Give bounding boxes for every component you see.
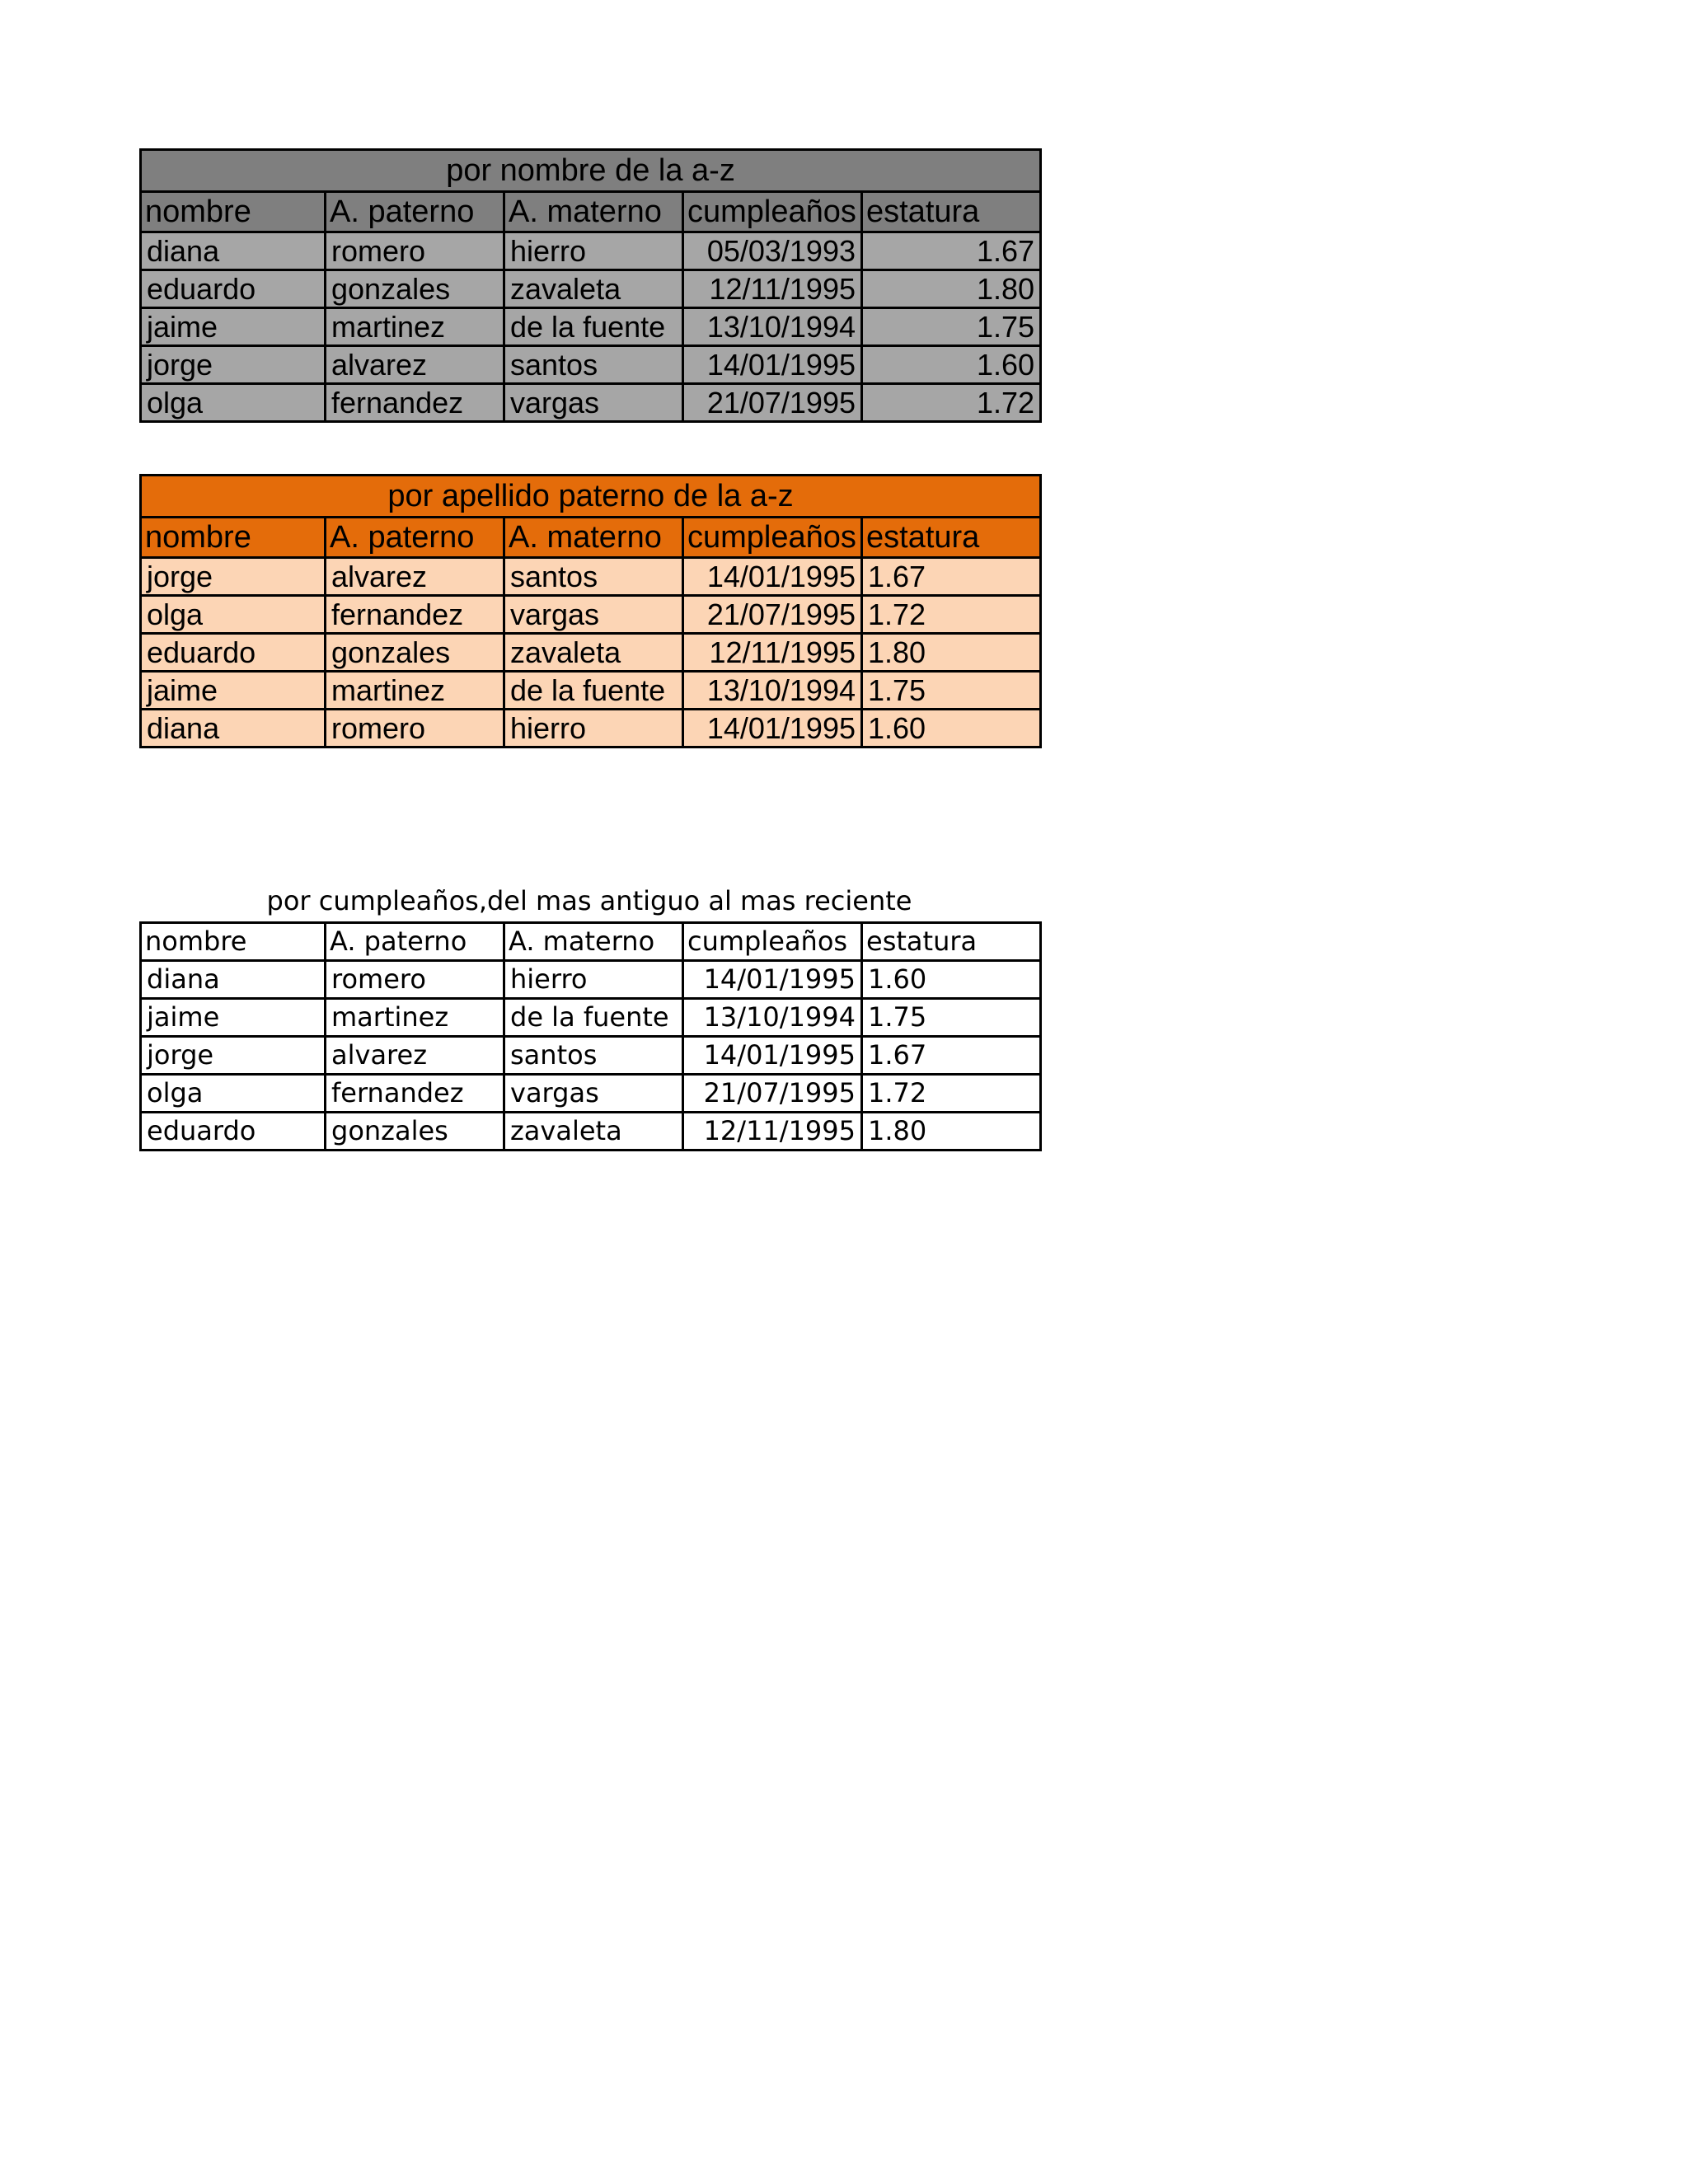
cell-a-paterno: fernandez: [326, 596, 504, 634]
cell-a-materno: vargas: [504, 1075, 683, 1113]
cell-nombre: diana: [141, 710, 326, 748]
cell-a-materno: zavaleta: [504, 270, 683, 308]
table-row: [141, 961, 1041, 999]
table-row: [141, 1113, 1041, 1151]
cell-a-paterno: romero: [326, 710, 504, 748]
table-row: [141, 596, 1041, 634]
cell-a-paterno: martinez: [326, 308, 504, 346]
table-header-row: [141, 518, 1041, 558]
cell-cumpleanos: 13/10/1994: [683, 999, 862, 1037]
header-a-paterno: A. paterno: [326, 923, 504, 961]
header-a-paterno: A. paterno: [326, 518, 504, 558]
table-row: [141, 1075, 1041, 1113]
cell-estatura: 1.67: [862, 232, 1041, 270]
cell-cumpleanos: 14/01/1995: [683, 961, 862, 999]
header-a-materno: A. materno: [504, 192, 683, 232]
cell-nombre: diana: [141, 961, 326, 999]
cell-cumpleanos: 13/10/1994: [683, 308, 862, 346]
cell-a-materno: santos: [504, 558, 683, 596]
table-title-row: [141, 476, 1041, 518]
cell-a-paterno: fernandez: [326, 384, 504, 422]
cell-a-materno: zavaleta: [504, 1113, 683, 1151]
cell-estatura: 1.80: [862, 270, 1041, 308]
table-row: [141, 270, 1041, 308]
table-title-birthday: por cumpleaños,del mas antiguo al mas reciente: [266, 885, 912, 916]
table-by-birthday: [139, 921, 1042, 1151]
table-row: [141, 999, 1041, 1037]
cell-a-materno: hierro: [504, 232, 683, 270]
cell-nombre: jaime: [141, 308, 326, 346]
cell-a-paterno: martinez: [326, 999, 504, 1037]
cell-cumpleanos: 13/10/1994: [683, 672, 862, 710]
table-row: [141, 672, 1041, 710]
cell-cumpleanos: 14/01/1995: [683, 346, 862, 384]
cell-estatura: 1.67: [862, 558, 1041, 596]
cell-cumpleanos: 05/03/1993: [683, 232, 862, 270]
cell-a-materno: de la fuente: [504, 672, 683, 710]
cell-cumpleanos: 14/01/1995: [683, 1037, 862, 1075]
cell-a-paterno: gonzales: [326, 1113, 504, 1151]
cell-a-paterno: romero: [326, 232, 504, 270]
cell-cumpleanos: 14/01/1995: [683, 558, 862, 596]
header-estatura: estatura: [862, 192, 1041, 232]
cell-nombre: eduardo: [141, 1113, 326, 1151]
cell-estatura: 1.80: [862, 1113, 1041, 1151]
table-title: por apellido paterno de la a-z: [141, 476, 1041, 518]
cell-a-materno: hierro: [504, 961, 683, 999]
cell-nombre: jaime: [141, 999, 326, 1037]
cell-cumpleanos: 21/07/1995: [683, 596, 862, 634]
cell-a-paterno: fernandez: [326, 1075, 504, 1113]
cell-estatura: 1.60: [862, 710, 1041, 748]
table-title-row: [141, 150, 1041, 192]
cell-estatura: 1.80: [862, 634, 1041, 672]
table-title: por nombre de la a-z: [141, 150, 1041, 192]
header-estatura: estatura: [862, 923, 1041, 961]
cell-estatura: 1.72: [862, 596, 1041, 634]
cell-a-materno: de la fuente: [504, 308, 683, 346]
cell-estatura: 1.60: [862, 961, 1041, 999]
cell-a-paterno: martinez: [326, 672, 504, 710]
cell-cumpleanos: 14/01/1995: [683, 710, 862, 748]
cell-estatura: 1.72: [862, 384, 1041, 422]
cell-a-materno: de la fuente: [504, 999, 683, 1037]
cell-nombre: jorge: [141, 1037, 326, 1075]
cell-nombre: jorge: [141, 558, 326, 596]
cell-nombre: olga: [141, 384, 326, 422]
cell-nombre: jorge: [141, 346, 326, 384]
table-header-row: [141, 192, 1041, 232]
table-row: [141, 634, 1041, 672]
cell-a-materno: santos: [504, 1037, 683, 1075]
header-a-materno: A. materno: [504, 923, 683, 961]
cell-a-materno: vargas: [504, 596, 683, 634]
table-row: [141, 558, 1041, 596]
header-nombre: nombre: [141, 192, 326, 232]
cell-nombre: eduardo: [141, 634, 326, 672]
header-a-materno: A. materno: [504, 518, 683, 558]
header-nombre: nombre: [141, 923, 326, 961]
cell-a-paterno: gonzales: [326, 270, 504, 308]
cell-cumpleanos: 12/11/1995: [683, 634, 862, 672]
table-row: [141, 384, 1041, 422]
header-a-paterno: A. paterno: [326, 192, 504, 232]
table-row: [141, 232, 1041, 270]
header-cumpleanos: cumpleaños: [683, 923, 862, 961]
table-by-name: [139, 148, 1042, 423]
cell-nombre: olga: [141, 596, 326, 634]
cell-estatura: 1.72: [862, 1075, 1041, 1113]
cell-estatura: 1.67: [862, 1037, 1041, 1075]
cell-cumpleanos: 21/07/1995: [683, 1075, 862, 1113]
cell-cumpleanos: 12/11/1995: [683, 270, 862, 308]
cell-nombre: jaime: [141, 672, 326, 710]
cell-estatura: 1.60: [862, 346, 1041, 384]
table-row: [141, 710, 1041, 748]
cell-nombre: eduardo: [141, 270, 326, 308]
cell-cumpleanos: 21/07/1995: [683, 384, 862, 422]
cell-a-paterno: gonzales: [326, 634, 504, 672]
table-row: [141, 346, 1041, 384]
cell-a-materno: zavaleta: [504, 634, 683, 672]
header-nombre: nombre: [141, 518, 326, 558]
header-estatura: estatura: [862, 518, 1041, 558]
table-row: [141, 308, 1041, 346]
cell-a-materno: santos: [504, 346, 683, 384]
table-by-surname: [139, 474, 1042, 748]
cell-a-paterno: romero: [326, 961, 504, 999]
table-header-row: [141, 923, 1041, 961]
cell-a-paterno: alvarez: [326, 1037, 504, 1075]
cell-estatura: 1.75: [862, 672, 1041, 710]
cell-cumpleanos: 12/11/1995: [683, 1113, 862, 1151]
cell-estatura: 1.75: [862, 308, 1041, 346]
header-cumpleanos: cumpleaños: [683, 518, 862, 558]
cell-a-materno: hierro: [504, 710, 683, 748]
cell-estatura: 1.75: [862, 999, 1041, 1037]
cell-nombre: diana: [141, 232, 326, 270]
cell-a-paterno: alvarez: [326, 346, 504, 384]
cell-nombre: olga: [141, 1075, 326, 1113]
table-row: [141, 1037, 1041, 1075]
header-cumpleanos: cumpleaños: [683, 192, 862, 232]
cell-a-materno: vargas: [504, 384, 683, 422]
cell-a-paterno: alvarez: [326, 558, 504, 596]
